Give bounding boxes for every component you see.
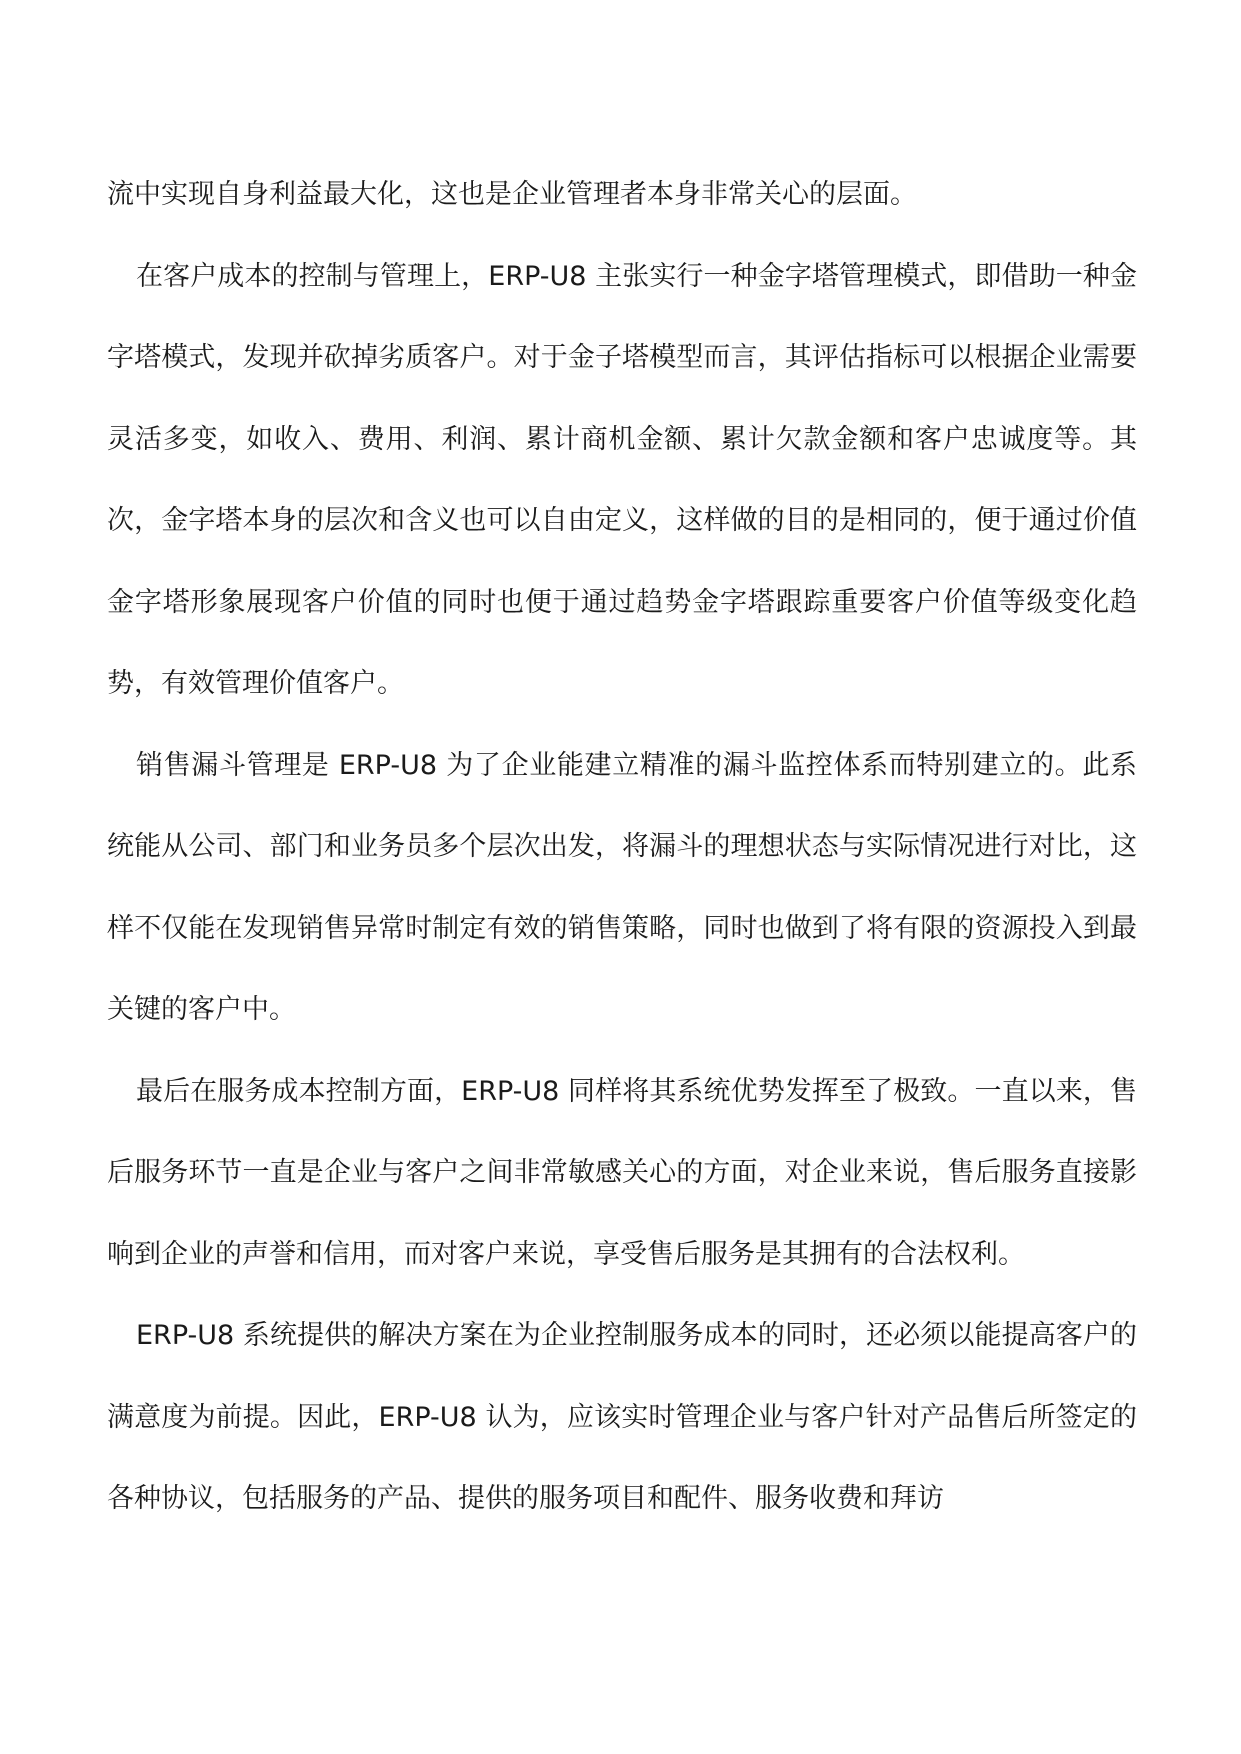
paragraph-solution: ERP-U8 系统提供的解决方案在为企业控制服务成本的同时，还必须以能提高客户的满意度为前提。因此，ERP-U8 认为，应该实时管理企业与客户针对产品售后所签定的各种协议，包括服务的产品、提供的服务项目和配件、服务收费和拜访: [107, 1320, 1137, 1514]
document-body: [107, 154, 1137, 1540]
paragraph-customer-cost: 在客户成本的控制与管理上，ERP-U8 主张实行一种金字塔管理模式，即借助一种金字塔模式，发现并砍掉劣质客户。对于金子塔模型而言，其评估指标可以根据企业需要灵活多变，如收入、费用、利润、累计商机金额、累计欠款金额和客户忠诚度等。其次，金字塔本身的层次和含义也可以自由定义，这样做的目的是相同的，便于通过价值金字塔形象展现客户价值的同时也便于通过趋势金字塔跟踪重要客户价值等级变化趋势，有效管理价值客户。: [107, 260, 1137, 699]
paragraph-continuation: 流中实现自身利益最大化，这也是企业管理者本身非常关心的层面。: [107, 179, 917, 210]
paragraph-service-cost: 最后在服务成本控制方面，ERP-U8 同样将其系统优势发挥至了极致。一直以来，售后服务环节一直是企业与客户之间非常敏感关心的方面，对企业来说，售后服务直接影响到企业的声誉和信用，而对客户来说，享受售后服务是其拥有的合法权利。: [107, 1075, 1137, 1270]
paragraph-sales-funnel: 销售漏斗管理是 ERP-U8 为了企业能建立精准的漏斗监控体系而特别建立的。此系统能从公司、部门和业务员多个层次出发，将漏斗的理想状态与实际情况进行对比，这样不仅能在发现销售异常时制定有效的销售策略，同时也做到了将有限的资源投入到最关键的客户中。: [107, 749, 1137, 1025]
